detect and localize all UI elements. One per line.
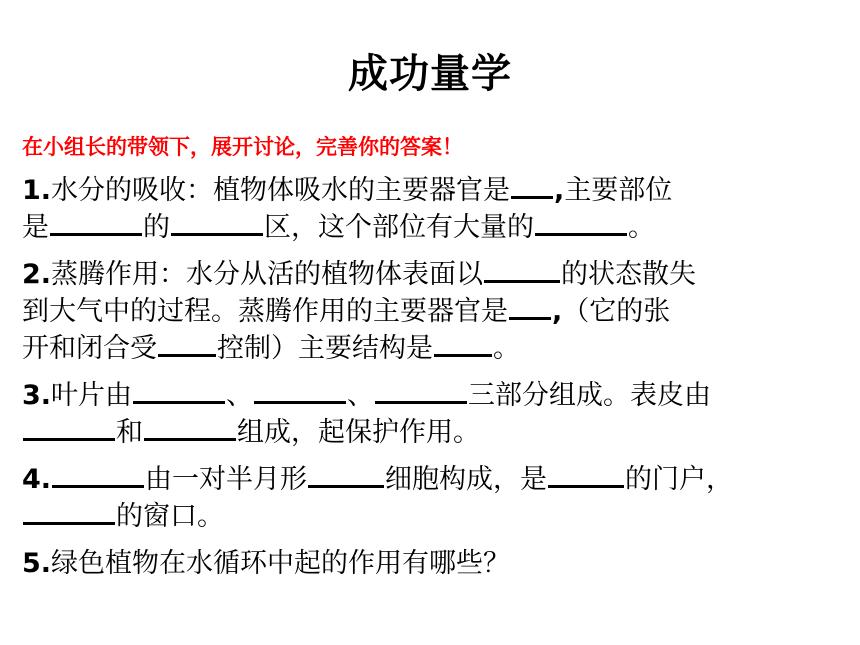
question-list	[22, 172, 842, 592]
answer-blank	[484, 279, 560, 283]
answer-blank	[133, 400, 225, 404]
question-4	[22, 461, 842, 535]
question-2-line-1	[22, 256, 842, 293]
answer-blank	[23, 521, 115, 525]
question-text: 主要部位	[564, 175, 673, 206]
answer-blank	[548, 484, 624, 488]
question-text: 绿色植物在水循环中起的作用有哪些？	[51, 548, 511, 579]
question-text: 到大气中的过程。蒸腾作用的主要器官是	[22, 296, 508, 327]
question-text: 由一对半月形	[145, 464, 308, 495]
question-1-line-1	[22, 172, 842, 209]
question-number: 1.	[22, 175, 52, 206]
question-text: 蒸腾作用：水分从活的植物体表面以	[51, 259, 484, 290]
question-text: 是	[22, 212, 49, 243]
question-text: ,	[552, 296, 563, 327]
question-number: 3.	[22, 380, 52, 411]
question-text: 水分的吸收：植物体吸水的主要器官是	[51, 175, 511, 206]
answer-blank	[23, 437, 115, 441]
answer-blank	[509, 316, 551, 320]
answer-blank	[254, 400, 346, 404]
answer-blank	[511, 195, 553, 199]
question-2-line-2	[22, 293, 842, 330]
question-5	[22, 545, 842, 582]
answer-blank	[52, 484, 144, 488]
question-4-line-2	[22, 498, 842, 535]
question-text: 控制）主要结构是	[217, 333, 433, 364]
question-text: 。	[628, 212, 655, 243]
question-text: 区，这个部位有大量的	[264, 212, 534, 243]
question-text: 。	[493, 333, 520, 364]
question-text: ,	[554, 175, 565, 206]
answer-blank	[158, 353, 216, 357]
question-text: （它的张	[562, 296, 671, 327]
question-number: 4.	[22, 464, 52, 495]
question-4-line-1	[22, 461, 842, 498]
answer-blank	[144, 437, 236, 441]
question-text: 、	[347, 380, 375, 411]
question-text: 和	[116, 417, 143, 448]
answer-blank	[308, 484, 384, 488]
question-text: 的状态散失	[561, 259, 697, 290]
instruction-text: 在小组长的带领下，展开讨论，完善你的答案！	[22, 135, 463, 159]
question-1-line-2	[22, 209, 842, 246]
question-2-line-3	[22, 330, 842, 367]
question-text: 的	[143, 212, 170, 243]
question-text: 的门户，	[625, 464, 734, 495]
question-3	[22, 377, 842, 451]
answer-blank	[375, 400, 467, 404]
question-text: 组成，起保护作用。	[237, 417, 480, 448]
question-5-line-1	[22, 545, 842, 582]
question-text: 、	[226, 380, 254, 411]
question-number: 5.	[22, 548, 52, 579]
answer-blank	[434, 353, 492, 357]
question-1	[22, 172, 842, 246]
slide-title: 成功量学	[348, 51, 512, 97]
question-number: 2.	[22, 259, 52, 290]
question-text: 三部分组成。表皮由	[468, 380, 712, 411]
question-3-line-2	[22, 414, 842, 451]
question-text: 细胞构成，是	[385, 464, 548, 495]
answer-blank	[171, 232, 263, 236]
question-2	[22, 256, 842, 367]
question-text: 的窗口。	[116, 501, 224, 532]
question-text: 开和闭合受	[22, 333, 157, 364]
question-3-line-1	[22, 377, 842, 414]
answer-blank	[50, 232, 142, 236]
answer-blank	[535, 232, 627, 236]
question-text: 叶片由	[51, 380, 133, 411]
